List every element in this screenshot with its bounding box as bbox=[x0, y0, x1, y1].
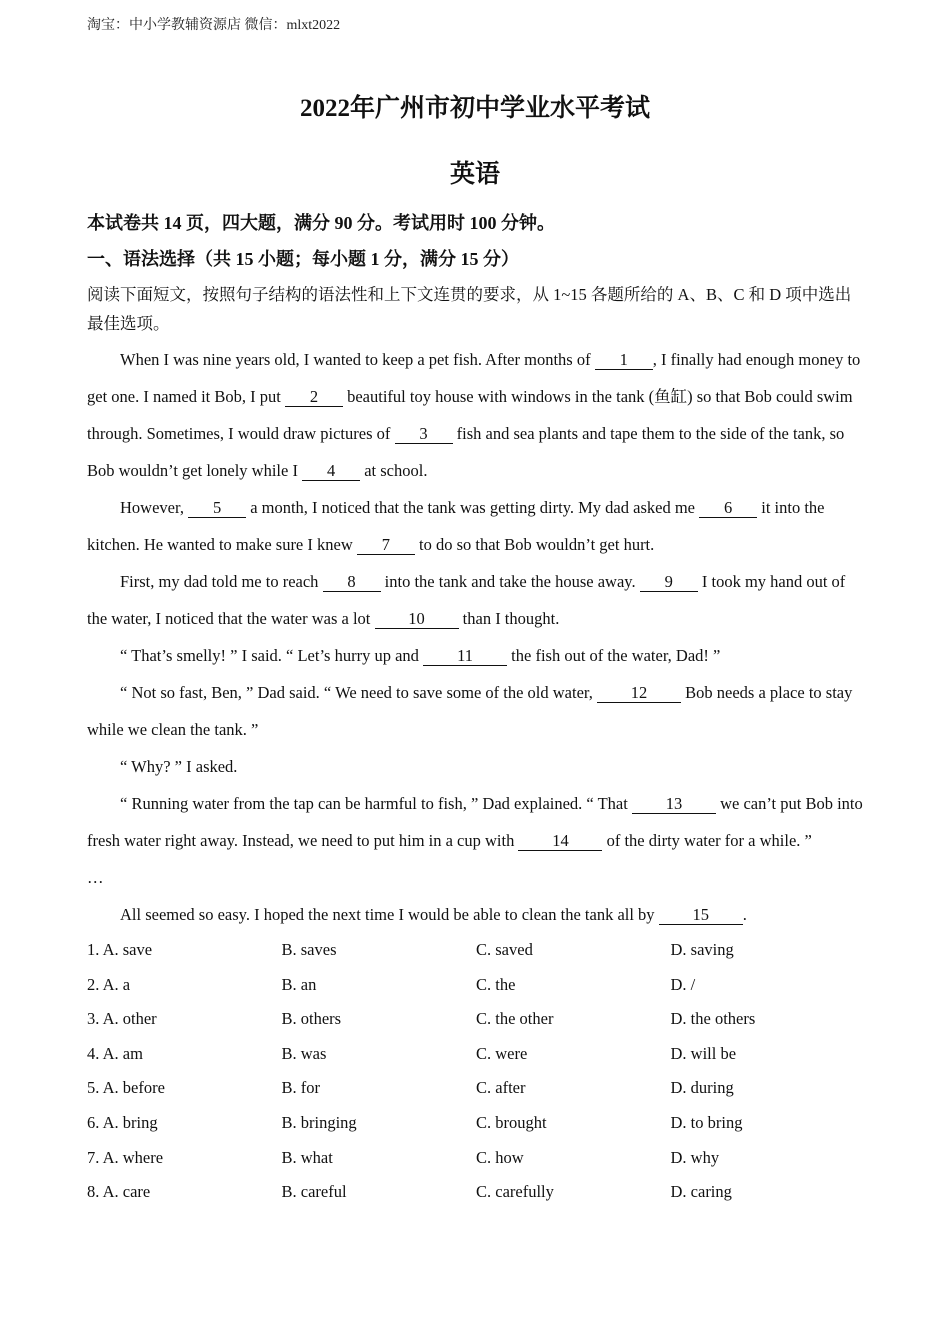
question-options-row bbox=[87, 1002, 867, 1037]
passage-text: , I finally had enough money to get one. I named it Bob, I put bbox=[87, 350, 861, 406]
option-b[interactable]: B. others bbox=[281, 1009, 342, 1029]
question-options-row bbox=[87, 1175, 867, 1210]
page-header: 淘宝：中小学教辅资源店 微信：mlxt2022 bbox=[87, 18, 341, 33]
passage-text: at school. bbox=[360, 461, 428, 480]
passage-text: Bob needs a place to stay while we clean the tank. ” bbox=[87, 683, 853, 739]
passage-text: than I thought. bbox=[458, 609, 560, 628]
subject-title: 英语 bbox=[449, 161, 500, 188]
blank-11[interactable]: 11 bbox=[423, 647, 507, 666]
option-c[interactable]: C. were bbox=[476, 1043, 528, 1063]
passage-paragraph bbox=[87, 341, 867, 489]
option-c[interactable]: C. after bbox=[476, 1078, 526, 1098]
option-b[interactable]: B. an bbox=[281, 974, 317, 994]
passage-text: it into the kitchen. He wanted to make sure I knew bbox=[87, 498, 825, 554]
passage-ellipsis: … bbox=[87, 868, 104, 887]
passage-text: the fish out of the water, Dad! ” bbox=[507, 646, 721, 665]
passage-text: When I was nine years old, I wanted to keep a pet fish. After months of bbox=[120, 350, 595, 369]
passage-text: I took my hand out of the water, I noticed that the water was a lot bbox=[87, 572, 846, 628]
exam-info: 本试卷共 14 页，四大题，满分 90 分。考试用时 100 分钟。 bbox=[87, 213, 555, 233]
option-a[interactable]: 8. A. care bbox=[87, 1182, 151, 1202]
option-b[interactable]: B. careful bbox=[281, 1182, 347, 1202]
passage-text: First, my dad told me to reach bbox=[120, 572, 323, 591]
passage-text: fish and sea plants and tape them to the side of the tank, so Bob wouldn’t get lonely while I bbox=[87, 424, 845, 480]
passage-text: . bbox=[742, 905, 747, 924]
instruction-text: 阅读下面短文，按照句子结构的语法性和上下文连贯的要求，从 1~15 各题所给的 A、B、C 和 D 项中选出最佳选项。 bbox=[87, 285, 852, 333]
option-d[interactable]: D. saving bbox=[670, 940, 734, 959]
option-b[interactable]: B. saves bbox=[281, 940, 337, 959]
passage-text: All seemed so easy. I hoped the next time I would be able to clean the tank all by bbox=[120, 905, 659, 924]
option-c[interactable]: C. brought bbox=[476, 1112, 547, 1132]
option-b[interactable]: B. for bbox=[281, 1078, 320, 1098]
blank-2[interactable]: 2 bbox=[285, 388, 343, 407]
option-d[interactable]: D. to bring bbox=[670, 1112, 743, 1132]
option-b[interactable]: B. bringing bbox=[281, 1112, 357, 1132]
question-options-row bbox=[87, 1037, 867, 1072]
question-options-row bbox=[87, 968, 867, 1003]
blank-15[interactable]: 15 bbox=[659, 906, 743, 925]
option-c[interactable]: C. the bbox=[476, 974, 516, 994]
page-title: 2022年广州市初中学业水平考试 bbox=[299, 95, 650, 122]
passage-paragraph bbox=[87, 563, 867, 637]
blank-1[interactable]: 1 bbox=[595, 351, 653, 370]
passage-text: However, bbox=[120, 498, 189, 517]
blank-10[interactable]: 10 bbox=[375, 610, 459, 629]
passage-text: beautiful toy house with windows in the tank (鱼缸) so that Bob could swim through. Sometimes, I would draw pictures of bbox=[87, 387, 853, 443]
passage-paragraph bbox=[87, 489, 867, 563]
question-options-row bbox=[87, 1141, 867, 1176]
question-options-row bbox=[87, 1106, 867, 1141]
passage-text: “ Running water from the tap can be harmful to fish, ” Dad explained. “ That bbox=[120, 794, 632, 813]
section-heading: 一、语法选择（共 15 小题；每小题 1 分，满分 15 分） bbox=[87, 249, 519, 269]
passage-text: to do so that Bob wouldn’t get hurt. bbox=[414, 535, 655, 554]
blank-9[interactable]: 9 bbox=[640, 573, 698, 592]
option-c[interactable]: C. the other bbox=[476, 1009, 554, 1029]
blank-12[interactable]: 12 bbox=[597, 684, 681, 703]
passage-text: a month, I noticed that the tank was getting dirty. My dad asked me bbox=[246, 498, 700, 517]
passage-text: we can’t put Bob into fresh water right away. Instead, we need to put him in a cup with bbox=[87, 794, 863, 850]
passage-text: “ Why? ” I asked. bbox=[120, 757, 238, 776]
option-a[interactable]: 4. A. am bbox=[87, 1043, 143, 1063]
blank-8[interactable]: 8 bbox=[323, 573, 381, 592]
option-d[interactable]: D. / bbox=[670, 974, 696, 994]
option-a[interactable]: 1. A. save bbox=[87, 940, 153, 959]
option-d[interactable]: D. caring bbox=[670, 1182, 732, 1202]
blank-5[interactable]: 5 bbox=[188, 499, 246, 518]
option-c[interactable]: C. carefully bbox=[476, 1182, 554, 1202]
blank-14[interactable]: 14 bbox=[518, 832, 602, 851]
blank-7[interactable]: 7 bbox=[357, 536, 415, 555]
option-d[interactable]: D. during bbox=[670, 1078, 734, 1098]
passage-paragraph bbox=[87, 674, 867, 748]
passage-text: into the tank and take the house away. bbox=[380, 572, 640, 591]
blank-4[interactable]: 4 bbox=[302, 462, 360, 481]
passage-paragraph bbox=[87, 896, 867, 933]
option-d[interactable]: D. will be bbox=[670, 1043, 737, 1063]
option-d[interactable]: D. why bbox=[670, 1147, 720, 1167]
passage-text: of the dirty water for a while. ” bbox=[602, 831, 812, 850]
passage-paragraph bbox=[87, 748, 867, 785]
option-b[interactable]: B. was bbox=[281, 1043, 327, 1063]
option-a[interactable]: 2. A. a bbox=[87, 974, 131, 994]
passage-text: “ That’s smelly! ” I said. “ Let’s hurry up and bbox=[120, 646, 424, 665]
option-a[interactable]: 5. A. before bbox=[87, 1078, 165, 1098]
blank-13[interactable]: 13 bbox=[632, 795, 716, 814]
passage-container bbox=[87, 280, 867, 1210]
passage-paragraph bbox=[87, 785, 867, 859]
passage-paragraph bbox=[87, 637, 867, 674]
option-a[interactable]: 6. A. bring bbox=[87, 1112, 158, 1132]
question-options-row bbox=[87, 1071, 867, 1106]
blank-6[interactable]: 6 bbox=[699, 499, 757, 518]
option-b[interactable]: B. what bbox=[281, 1147, 333, 1167]
option-c[interactable]: C. how bbox=[476, 1147, 524, 1167]
passage-text: “ Not so fast, Ben, ” Dad said. “ We need to save some of the old water, bbox=[120, 683, 597, 702]
option-a[interactable]: 7. A. where bbox=[87, 1147, 164, 1167]
blank-3[interactable]: 3 bbox=[395, 425, 453, 444]
option-a[interactable]: 3. A. other bbox=[87, 1009, 157, 1029]
option-d[interactable]: D. the others bbox=[670, 1009, 756, 1029]
option-c[interactable]: C. saved bbox=[476, 940, 533, 959]
options-list bbox=[87, 933, 867, 1210]
question-options-row bbox=[87, 933, 867, 968]
